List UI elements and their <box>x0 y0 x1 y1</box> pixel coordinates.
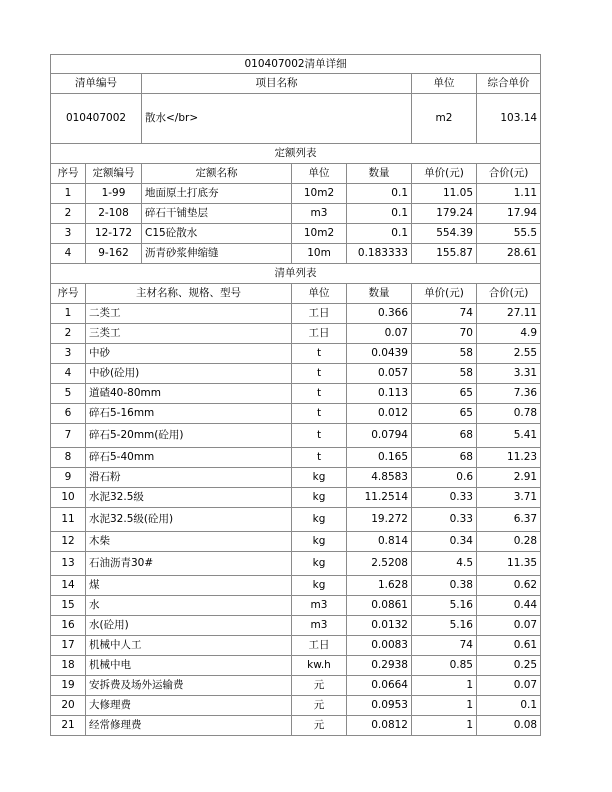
material-name: 大修理费 <box>86 696 292 716</box>
material-total: 11.23 <box>477 448 541 468</box>
quota-row <box>51 244 541 264</box>
material-name: 经常修理费 <box>86 716 292 736</box>
material-qty: 0.012 <box>347 404 412 424</box>
quota-header-total: 合价(元) <box>477 164 541 184</box>
material-unit: kw.h <box>292 656 347 676</box>
material-total: 4.9 <box>477 324 541 344</box>
quota-unit: 10m2 <box>292 184 347 204</box>
material-name: 木柴 <box>86 532 292 552</box>
quota-price: 155.87 <box>412 244 477 264</box>
quota-no: 3 <box>51 224 86 244</box>
material-no: 2 <box>51 324 86 344</box>
material-total: 0.78 <box>477 404 541 424</box>
material-no: 16 <box>51 616 86 636</box>
material-row <box>51 576 541 596</box>
material-name: 碎石5-40mm <box>86 448 292 468</box>
quota-code: 9-162 <box>86 244 142 264</box>
quota-name: C15砼散水 <box>142 224 292 244</box>
material-qty: 0.0439 <box>347 344 412 364</box>
material-total: 2.91 <box>477 468 541 488</box>
item-price: 103.14 <box>477 94 541 144</box>
material-total: 0.1 <box>477 696 541 716</box>
quota-code: 1-99 <box>86 184 142 204</box>
material-unit: 工日 <box>292 636 347 656</box>
quota-unit: 10m <box>292 244 347 264</box>
material-name: 滑石粉 <box>86 468 292 488</box>
quota-code: 2-108 <box>86 204 142 224</box>
quota-price: 554.39 <box>412 224 477 244</box>
material-header-total: 合价(元) <box>477 284 541 304</box>
item-code-header: 清单编号 <box>51 74 142 94</box>
material-unit: kg <box>292 468 347 488</box>
material-unit: kg <box>292 488 347 508</box>
material-unit: 工日 <box>292 324 347 344</box>
material-unit: t <box>292 384 347 404</box>
material-price: 1 <box>412 696 477 716</box>
material-qty: 0.113 <box>347 384 412 404</box>
material-total: 3.71 <box>477 488 541 508</box>
material-no: 12 <box>51 532 86 552</box>
material-unit: 元 <box>292 696 347 716</box>
quota-header-price: 单价(元) <box>412 164 477 184</box>
material-unit: m3 <box>292 596 347 616</box>
quota-no: 4 <box>51 244 86 264</box>
material-header-price: 单价(元) <box>412 284 477 304</box>
material-no: 20 <box>51 696 86 716</box>
material-price: 74 <box>412 304 477 324</box>
material-row <box>51 364 541 384</box>
material-price: 0.85 <box>412 656 477 676</box>
quota-qty: 0.1 <box>347 224 412 244</box>
material-unit: t <box>292 364 347 384</box>
detail-table <box>50 54 541 736</box>
material-price: 5.16 <box>412 596 477 616</box>
quota-row <box>51 224 541 244</box>
material-total: 2.55 <box>477 344 541 364</box>
material-price: 70 <box>412 324 477 344</box>
material-name: 水泥32.5级 <box>86 488 292 508</box>
material-header-no: 序号 <box>51 284 86 304</box>
material-qty: 0.0794 <box>347 424 412 448</box>
material-unit: 工日 <box>292 304 347 324</box>
material-price: 58 <box>412 364 477 384</box>
quota-total: 28.61 <box>477 244 541 264</box>
material-no: 7 <box>51 424 86 448</box>
quota-no: 2 <box>51 204 86 224</box>
material-no: 14 <box>51 576 86 596</box>
quota-price: 11.05 <box>412 184 477 204</box>
material-qty: 2.5208 <box>347 552 412 576</box>
material-no: 4 <box>51 364 86 384</box>
material-price: 0.6 <box>412 468 477 488</box>
material-unit: m3 <box>292 616 347 636</box>
material-qty: 0.814 <box>347 532 412 552</box>
material-price: 58 <box>412 344 477 364</box>
quota-row <box>51 204 541 224</box>
material-row <box>51 656 541 676</box>
material-row <box>51 424 541 448</box>
material-row <box>51 696 541 716</box>
material-price: 5.16 <box>412 616 477 636</box>
material-qty: 0.0664 <box>347 676 412 696</box>
quota-total: 17.94 <box>477 204 541 224</box>
material-name: 中砂(砼用) <box>86 364 292 384</box>
material-qty: 0.057 <box>347 364 412 384</box>
material-total: 0.07 <box>477 676 541 696</box>
item-name-header: 项目名称 <box>142 74 412 94</box>
material-name: 水(砼用) <box>86 616 292 636</box>
material-no: 3 <box>51 344 86 364</box>
material-no: 13 <box>51 552 86 576</box>
material-qty: 0.0861 <box>347 596 412 616</box>
quota-header-name: 定额名称 <box>142 164 292 184</box>
material-price: 0.34 <box>412 532 477 552</box>
material-name: 安拆费及场外运输费 <box>86 676 292 696</box>
material-header-name: 主材名称、规格、型号 <box>86 284 292 304</box>
material-name: 水 <box>86 596 292 616</box>
material-row <box>51 596 541 616</box>
material-qty: 0.0812 <box>347 716 412 736</box>
material-no: 21 <box>51 716 86 736</box>
material-unit: kg <box>292 532 347 552</box>
item-unit-header: 单位 <box>412 74 477 94</box>
material-qty: 0.07 <box>347 324 412 344</box>
material-price: 0.33 <box>412 508 477 532</box>
material-no: 6 <box>51 404 86 424</box>
material-total: 7.36 <box>477 384 541 404</box>
material-name: 碎石5-16mm <box>86 404 292 424</box>
item-price-header: 综合单价 <box>477 74 541 94</box>
material-name: 二类工 <box>86 304 292 324</box>
material-qty: 0.366 <box>347 304 412 324</box>
material-unit: 元 <box>292 676 347 696</box>
material-total: 6.37 <box>477 508 541 532</box>
quota-qty: 0.1 <box>347 184 412 204</box>
material-total: 0.61 <box>477 636 541 656</box>
item-code: 010407002 <box>51 94 142 144</box>
material-price: 0.38 <box>412 576 477 596</box>
material-price: 74 <box>412 636 477 656</box>
quota-total: 55.5 <box>477 224 541 244</box>
material-price: 65 <box>412 384 477 404</box>
material-price: 1 <box>412 676 477 696</box>
material-unit: kg <box>292 576 347 596</box>
material-row <box>51 404 541 424</box>
material-row <box>51 448 541 468</box>
quota-section-title: 定额列表 <box>51 144 541 164</box>
material-price: 68 <box>412 424 477 448</box>
material-qty: 0.0083 <box>347 636 412 656</box>
material-unit: t <box>292 424 347 448</box>
material-total: 5.41 <box>477 424 541 448</box>
quota-header-unit: 单位 <box>292 164 347 184</box>
material-no: 11 <box>51 508 86 532</box>
material-total: 11.35 <box>477 552 541 576</box>
material-qty: 0.2938 <box>347 656 412 676</box>
material-price: 68 <box>412 448 477 468</box>
material-qty: 0.0953 <box>347 696 412 716</box>
material-row <box>51 532 541 552</box>
material-row <box>51 716 541 736</box>
quota-name: 碎石干铺垫层 <box>142 204 292 224</box>
material-price: 0.33 <box>412 488 477 508</box>
material-qty: 0.165 <box>347 448 412 468</box>
material-total: 27.11 <box>477 304 541 324</box>
material-row <box>51 304 541 324</box>
material-row <box>51 508 541 532</box>
table-title: 010407002清单详细 <box>51 55 541 74</box>
material-qty: 19.272 <box>347 508 412 532</box>
material-name: 机械中电 <box>86 656 292 676</box>
quota-row <box>51 184 541 204</box>
quota-header-no: 序号 <box>51 164 86 184</box>
material-name: 水泥32.5级(砼用) <box>86 508 292 532</box>
material-row <box>51 616 541 636</box>
material-unit: t <box>292 404 347 424</box>
material-name: 三类工 <box>86 324 292 344</box>
quota-header-code: 定额编号 <box>86 164 142 184</box>
material-qty: 11.2514 <box>347 488 412 508</box>
material-unit: 元 <box>292 716 347 736</box>
material-unit: kg <box>292 508 347 532</box>
material-name: 煤 <box>86 576 292 596</box>
item-name: 散水</br> <box>142 94 412 144</box>
material-name: 石油沥青30# <box>86 552 292 576</box>
material-total: 0.08 <box>477 716 541 736</box>
material-name: 碎石5-20mm(砼用) <box>86 424 292 448</box>
item-unit: m2 <box>412 94 477 144</box>
quota-qty: 0.1 <box>347 204 412 224</box>
material-total: 0.62 <box>477 576 541 596</box>
material-section-title: 清单列表 <box>51 264 541 284</box>
material-total: 3.31 <box>477 364 541 384</box>
material-total: 0.44 <box>477 596 541 616</box>
material-header-qty: 数量 <box>347 284 412 304</box>
quota-name: 沥青砂浆伸缩缝 <box>142 244 292 264</box>
material-qty: 1.628 <box>347 576 412 596</box>
material-no: 9 <box>51 468 86 488</box>
material-no: 8 <box>51 448 86 468</box>
material-header-unit: 单位 <box>292 284 347 304</box>
material-name: 机械中人工 <box>86 636 292 656</box>
material-no: 18 <box>51 656 86 676</box>
material-no: 1 <box>51 304 86 324</box>
quota-name: 地面原土打底夯 <box>142 184 292 204</box>
material-unit: t <box>292 448 347 468</box>
material-row <box>51 468 541 488</box>
quota-code: 12-172 <box>86 224 142 244</box>
material-qty: 4.8583 <box>347 468 412 488</box>
material-row <box>51 636 541 656</box>
material-price: 4.5 <box>412 552 477 576</box>
material-name: 中砂 <box>86 344 292 364</box>
material-unit: kg <box>292 552 347 576</box>
material-no: 10 <box>51 488 86 508</box>
material-no: 19 <box>51 676 86 696</box>
material-price: 1 <box>412 716 477 736</box>
material-row <box>51 324 541 344</box>
material-total: 0.07 <box>477 616 541 636</box>
material-no: 5 <box>51 384 86 404</box>
quota-price: 179.24 <box>412 204 477 224</box>
quota-no: 1 <box>51 184 86 204</box>
quota-qty: 0.183333 <box>347 244 412 264</box>
material-unit: t <box>292 344 347 364</box>
quota-total: 1.11 <box>477 184 541 204</box>
material-row <box>51 488 541 508</box>
material-qty: 0.0132 <box>347 616 412 636</box>
material-row <box>51 676 541 696</box>
quota-unit: 10m2 <box>292 224 347 244</box>
quota-header-qty: 数量 <box>347 164 412 184</box>
material-row <box>51 344 541 364</box>
material-row <box>51 552 541 576</box>
material-row <box>51 384 541 404</box>
material-name: 道碴40-80mm <box>86 384 292 404</box>
material-no: 15 <box>51 596 86 616</box>
material-total: 0.28 <box>477 532 541 552</box>
material-no: 17 <box>51 636 86 656</box>
material-price: 65 <box>412 404 477 424</box>
quota-unit: m3 <box>292 204 347 224</box>
material-total: 0.25 <box>477 656 541 676</box>
